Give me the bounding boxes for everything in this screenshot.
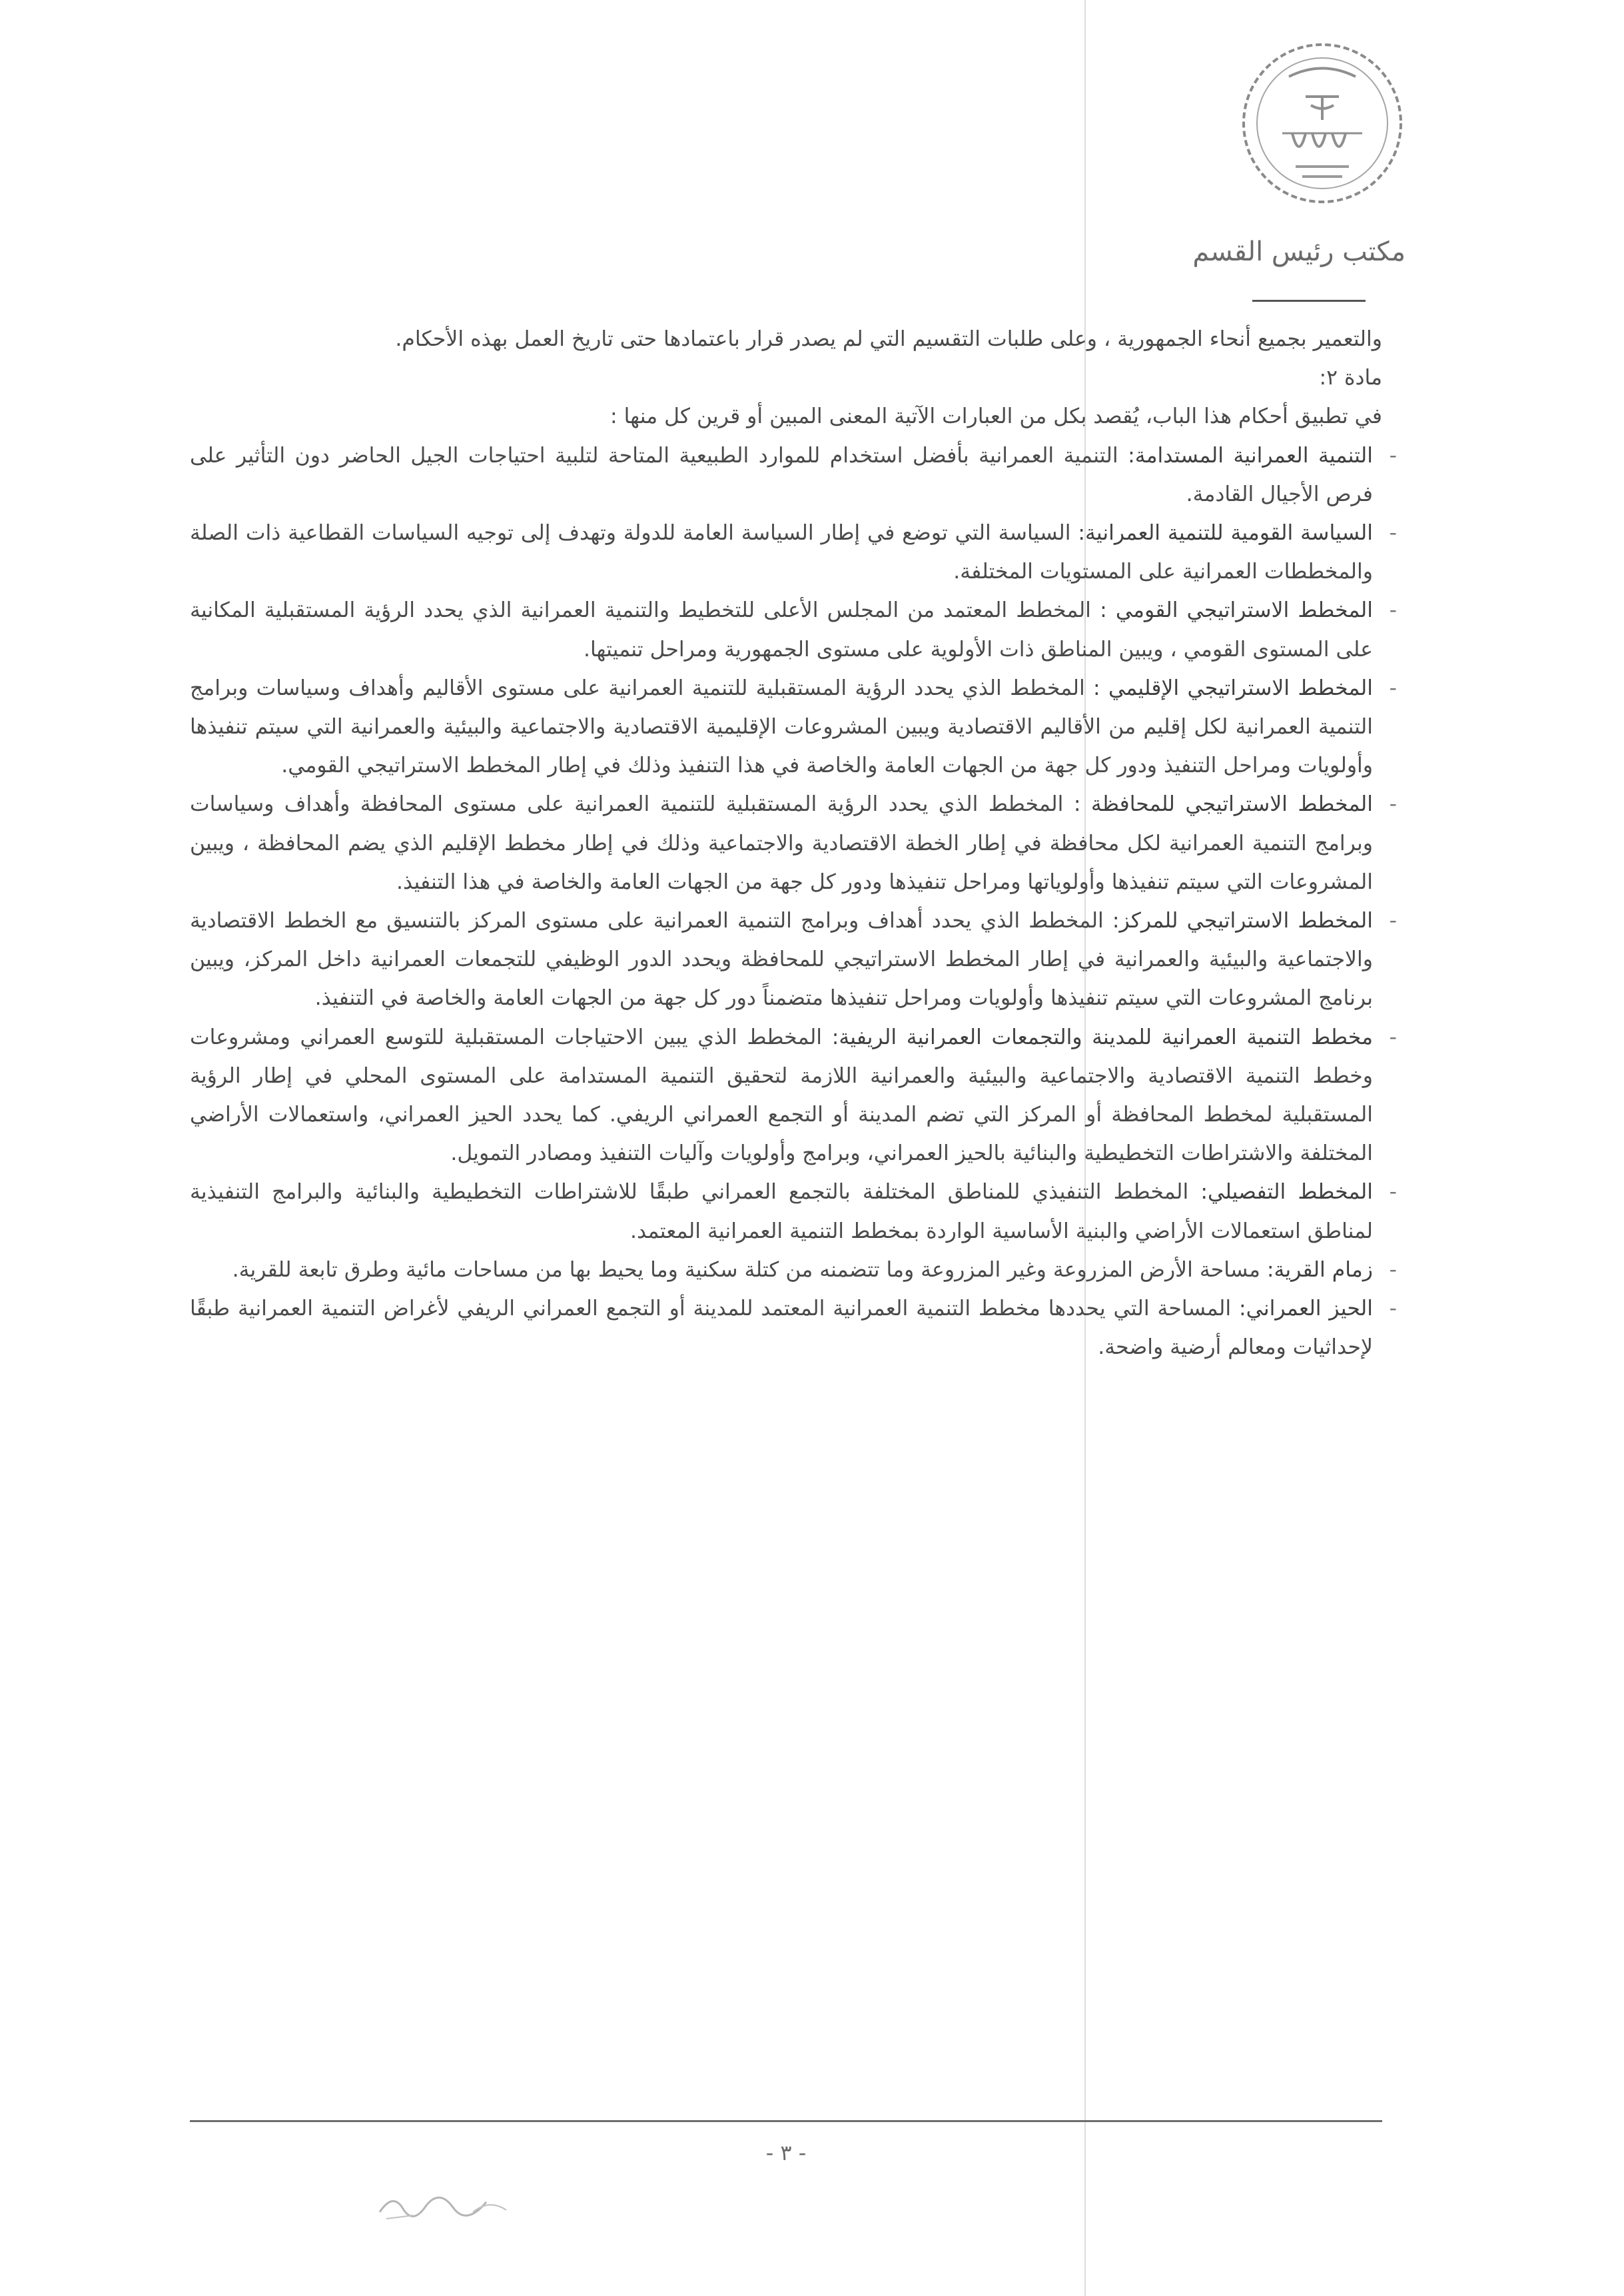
continuation-paragraph: والتعمير بجميع أنحاء الجمهورية ، وعلى طلبات التقسيم التي لم يصدر قرار باعتمادها حتى تاريخ العمل بهذه الأحكام.: [395, 327, 1382, 351]
definition-item: [190, 1018, 1382, 1173]
definition-term: المخطط الاستراتيجي القومي :: [1100, 598, 1373, 623]
official-seal-icon: [1232, 33, 1412, 213]
definition-term: المخطط الاستراتيجي الإقليمي :: [1093, 676, 1373, 700]
article-intro: في تطبيق أحكام هذا الباب، يُقصد بكل من العبارات الآتية المعنى المبين أو قرين كل منها :: [609, 404, 1382, 429]
definition-item: [190, 785, 1382, 901]
definition-item: [190, 1251, 1382, 1289]
definition-term: المخطط الاستراتيجي للمركز:: [1112, 909, 1373, 933]
definition-term: مخطط التنمية العمرانية للمدينة والتجمعات العمرانية الريفية:: [831, 1025, 1373, 1049]
definition-term: زمام القرية:: [1266, 1257, 1373, 1282]
definition-text: المخطط الذي يحدد أهداف وبرامج التنمية العمرانية على مستوى المركز بالتنسيق مع الخطط الاقتصادية والاجتماعية والبيئية والعمرانية في إطار المخطط الاستراتيجي للمحافظة ويحدد الدور الوظيفي للتجمعات العمرانية داخل المركز، ويبين برنامج المشروعات التي سيتم تنفيذها وأولويات ومراحل تنفيذها متضمناً دور كل جهة من الجهات العامة والخاصة في التنفيذ.: [190, 909, 1373, 1011]
definition-term: المخطط الاستراتيجي للمحافظة :: [1073, 792, 1374, 817]
definition-term: التنمية العمرانية المستدامة:: [1128, 443, 1374, 468]
article-heading: مادة ٢:: [1319, 366, 1382, 390]
definition-text: السياسة التي توضع في إطار السياسة العامة للدولة وتهدف إلى توجيه السياسات القطاعية ذات الصلة والمخططات العمرانية على المستويات المختلفة.: [190, 521, 1373, 584]
definition-term: السياسة القومية للتنمية العمرانية:: [1078, 521, 1373, 546]
page-number: - ٣ -: [765, 2140, 807, 2165]
definition-item: [190, 669, 1382, 786]
definition-item: [190, 591, 1382, 668]
definition-text: التنمية العمرانية بأفضل استخدام للموارد الطبيعية المتاحة لتلبية احتياجات الجيل الحاضر دون التأثير على فرص الأجيال القادمة.: [190, 443, 1373, 506]
definition-text: المخطط المعتمد من المجلس الأعلى للتخطيط والتنمية العمرانية الذي يحدد الرؤية المستقبلية المكانية على المستوى القومي ، ويبين المناطق ذات الأولوية على مستوى الجمهورية ومراحل تنميتها.: [190, 598, 1373, 662]
definition-text: المخطط الذي يحدد الرؤية المستقبلية للتنمية العمرانية على مستوى المحافظة وأهداف وسياسات وبرامج التنمية العمرانية لكل محافظة في إطار الخطة الاقتصادية والاجتماعية وذلك في إطار مخطط الإقليم الذي يضم المحافظة ، ويبين المشروعات التي سيتم تنفيذها وأولوياتها ومراحل تنفيذها ودور كل جهة من الجهات العامة والخاصة في هذا التنفيذ.: [190, 792, 1373, 894]
definition-item: [190, 514, 1382, 591]
definition-item: [190, 1289, 1382, 1367]
definition-item: [190, 436, 1382, 514]
definition-text: المخطط التنفيذي للمناطق المختلفة بالتجمع العمراني طبقًا للاشتراطات التخطيطية والبنائية والبرامج التنفيذية لمناطق استعمالات الأراضي والبنية الأساسية الواردة بمخطط التنمية العمرانية المعتمد.: [190, 1180, 1373, 1243]
definition-text: مساحة الأرض المزروعة وغير المزروعة وما تتضمنه من كتلة سكنية وما يحيط بها من مساحات مائية وطرق تابعة للقرية.: [232, 1257, 1260, 1282]
definition-text: المخطط الذي يبين الاحتياجات المستقبلية للتوسع العمراني ومشروعات وخطط التنمية الاقتصادية والاجتماعية والبيئية والعمرانية اللازمة لتحقيق التنمية المستدامة على المستوى المحلي في إطار الرؤية المستقبلية لمخطط المحافظة أو المركز التي تضم المدينة أو التجمع العمراني الريفي. كما يحدد الحيز العمراني، واستعمالات الأراضي المختلفة والاشتراطات التخطيطية والبنائية بالحيز العمراني، وبرامج وأولويات وآليات التنفيذ ومصادر التمويل.: [190, 1025, 1373, 1166]
office-heading: مكتب رئيس القسم: [1192, 237, 1406, 267]
handwritten-mark-icon: [373, 2175, 533, 2229]
footer-rule: [190, 2120, 1382, 2122]
heading-underline: [1252, 300, 1366, 302]
definition-item: [190, 901, 1382, 1018]
definition-item: [190, 1173, 1382, 1250]
definition-term: الحيز العمراني:: [1239, 1297, 1373, 1321]
definition-text: المساحة التي يحددها مخطط التنمية العمرانية المعتمد للمدينة أو التجمع العمراني الريفي لأغراض التنمية العمرانية طبقًا لإحداثيات ومعالم أرضية واضحة.: [190, 1297, 1373, 1360]
definition-text: المخطط الذي يحدد الرؤية المستقبلية للتنمية العمرانية على مستوى الأقاليم وأهداف وسياسات وبرامج التنمية العمرانية لكل إقليم من الأقاليم الاقتصادية ويبين المشروعات الإقليمية الاقتصادية والاجتماعية والبيئية والعمرانية التي سيتم تنفيذها وأولويات ومراحل التنفيذ ودور كل جهة من الجهات العامة والخاصة في هذا التنفيذ وذلك في إطار المخطط الاستراتيجي القومي.: [190, 676, 1373, 778]
document-body: [190, 320, 1382, 1367]
definition-term: المخطط التفصيلي:: [1200, 1180, 1373, 1205]
